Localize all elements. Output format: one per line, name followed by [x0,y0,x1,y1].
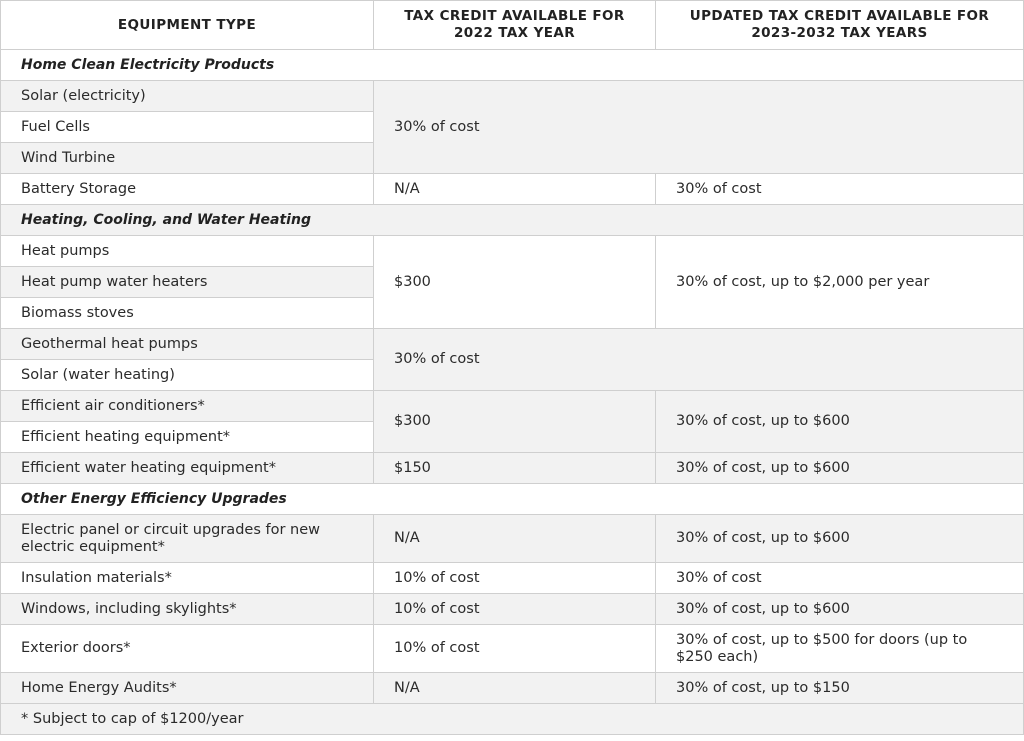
credit-2023: 30% of cost, up to $600 [656,391,1024,453]
table-row [1,515,1024,563]
credit-2023: 30% of cost, up to $2,000 per year [656,236,1024,329]
credit-2023: 30% of cost [656,563,1024,594]
equipment-name: Efficient heating equipment* [1,422,374,453]
credit-2022: $300 [374,236,656,329]
table-row [1,563,1024,594]
credit-value: 30% of cost [374,329,1024,391]
equipment-name: Efficient water heating equipment* [1,453,374,484]
equipment-name: Heat pump water heaters [1,267,374,298]
credit-2023: 30% of cost, up to $600 [656,594,1024,625]
credit-2022: $150 [374,453,656,484]
equipment-name: Solar (water heating) [1,360,374,391]
table-row [1,625,1024,673]
equipment-name: Insulation materials* [1,563,374,594]
equipment-name: Heat pumps [1,236,374,267]
section-other-efficiency: Other Energy Efficiency Upgrades [1,484,1024,515]
equipment-name: Solar (electricity) [1,81,374,112]
equipment-name: Efficient air conditioners* [1,391,374,422]
credit-2022: N/A [374,174,656,205]
equipment-name: Windows, including skylights* [1,594,374,625]
table-row [1,329,1024,360]
credit-2023: 30% of cost, up to $500 for doors (up to $250 each) [656,625,1024,673]
equipment-name: Home Energy Audits* [1,673,374,704]
equipment-name: Geothermal heat pumps [1,329,374,360]
equipment-name: Fuel Cells [1,112,374,143]
credit-2022: 10% of cost [374,625,656,673]
equipment-name: Electric panel or circuit upgrades for new electric equipment* [1,515,374,563]
credit-2022: 10% of cost [374,563,656,594]
table-row [1,174,1024,205]
header-credit-2022: TAX CREDIT AVAILABLE FOR 2022 TAX YEAR [374,1,656,50]
credit-2022: $300 [374,391,656,453]
credit-2023: 30% of cost, up to $150 [656,673,1024,704]
credit-2022: N/A [374,515,656,563]
table-row [1,673,1024,704]
section-heating-cooling-water: Heating, Cooling, and Water Heating [1,205,1024,236]
credit-2023: 30% of cost [656,174,1024,205]
credit-2023: 30% of cost, up to $600 [656,453,1024,484]
equipment-name: Exterior doors* [1,625,374,673]
equipment-name: Wind Turbine [1,143,374,174]
credit-2022: N/A [374,673,656,704]
section-home-clean-electricity: Home Clean Electricity Products [1,50,1024,81]
table-row [1,453,1024,484]
table-row [1,81,1024,112]
credit-2022: 10% of cost [374,594,656,625]
equipment-name: Battery Storage [1,174,374,205]
header-credit-2023-2032: UPDATED TAX CREDIT AVAILABLE FOR 2023-2032 TAX YEARS [656,1,1024,50]
equipment-name: Biomass stoves [1,298,374,329]
table-row [1,391,1024,422]
table-row [1,236,1024,267]
table-row [1,594,1024,625]
footnote: * Subject to cap of $1200/year [1,704,1024,735]
credit-2023: 30% of cost, up to $600 [656,515,1024,563]
header-equipment-type: EQUIPMENT TYPE [1,1,374,50]
credit-value: 30% of cost [374,81,1024,174]
